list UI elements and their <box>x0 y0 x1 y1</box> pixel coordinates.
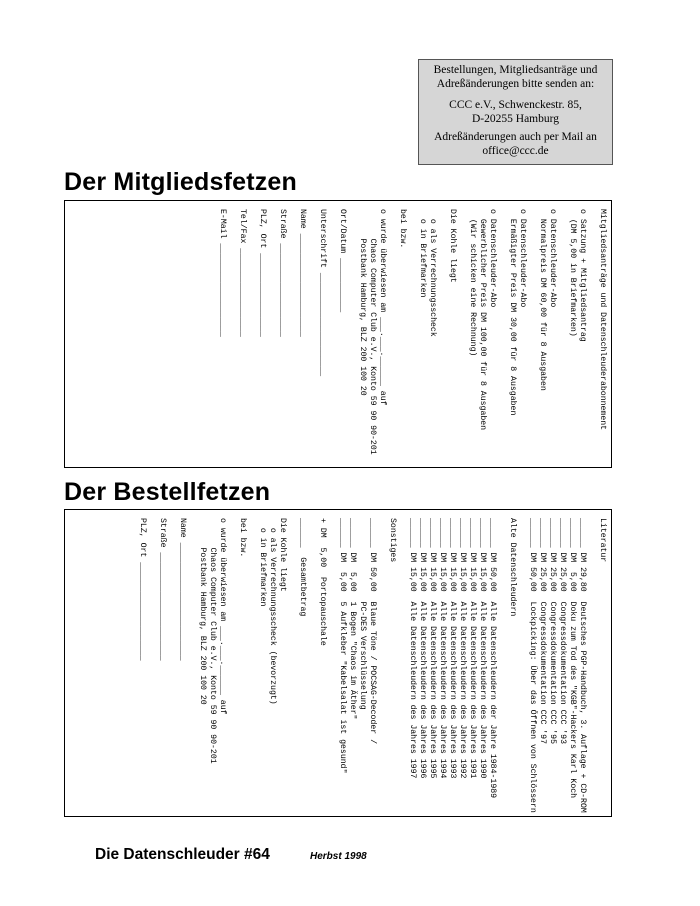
section-title-mitglied: Der Mitgliedsfetzen <box>64 168 297 196</box>
form-line: ______ DM 15,00 Alle Datenschleudern des Jahres 1991 <box>468 518 477 779</box>
form-line <box>587 209 597 463</box>
form-line <box>497 209 507 463</box>
form-line <box>327 209 337 463</box>
form-line: o als Verrechnungsscheck (bevorzugt) <box>268 518 277 705</box>
form-line <box>327 518 337 812</box>
form-line: Unterschrift _____________________ <box>318 209 327 377</box>
form-line <box>167 518 177 812</box>
form-line: ______ DM 25,00 Congressdokumentation CCC '93 <box>558 518 567 745</box>
form-line: ______ DM 50,00 Alle Datenschleudern der Jahre 1984-1989 <box>488 518 497 799</box>
form-line: o als Verrechnungsscheck <box>428 209 437 337</box>
form-line: o in Briefmarken <box>418 209 427 298</box>
form-line: Ort/Datum ___________ <box>338 209 347 313</box>
form-line <box>147 518 157 812</box>
address-line: Bestellungen, Mitgliedsanträge und <box>433 64 598 76</box>
form-line: o Datenschleuder-Abo <box>518 209 527 308</box>
form-line <box>497 518 507 812</box>
form-line: ______ DM 25,00 Congressdokumentation CCC '95 <box>548 518 557 745</box>
form-line <box>267 209 277 463</box>
form-line: ______ DM 15,00 Alle Datenschleudern des Jahres 1992 <box>458 518 467 779</box>
form-line <box>457 209 467 463</box>
address-line: office@ccc.de <box>482 144 549 157</box>
address-line: CCC e.V., Schwenckestr. 85, <box>449 99 582 111</box>
address-line: D-20255 Hamburg <box>472 112 559 125</box>
form-line: Tel/Fax __________________ <box>238 209 247 337</box>
form-line: Normalpreis DM 60,00 für 8 Ausgaben <box>538 209 547 391</box>
form-line: Gewerblicher Preis DM 100,00 für 8 Ausgaben <box>478 209 487 431</box>
form-line <box>227 518 237 812</box>
form-line: Die Kohle liegt <box>448 209 457 283</box>
form-line: ______ DM 5,00 1 Bogen "Chaos im Äther" <box>348 518 357 720</box>
form-line: ______ DM 15,00 Alle Datenschleudern des Jahres 1993 <box>448 518 457 779</box>
form-line <box>307 209 317 463</box>
form-line: PLZ, Ort ____________________ <box>138 518 147 661</box>
form-line: bei bzw. <box>398 209 407 249</box>
form-line: ______ DM 5,00 Doku zum Tod des "KGB"-Hackers Karl Koch <box>568 518 577 799</box>
issue-date: Herbst 1998 <box>310 851 367 862</box>
form-line <box>527 209 537 463</box>
form-line <box>407 209 417 463</box>
bestell-form-text <box>137 518 607 812</box>
form-line: o in Briefmarken <box>258 518 267 607</box>
bestell-form <box>64 509 612 817</box>
form-line: (DM 5,00 in Briefmarken) <box>568 209 577 337</box>
address-line: Adreßänderungen auch per Mail an <box>434 131 597 143</box>
form-line: o wurde überwiesen am ___.___.______ auf <box>378 209 387 406</box>
form-line: Chaos Computer Club e.V., Konto 59 90 90-201 <box>208 518 217 764</box>
form-line <box>247 518 257 812</box>
form-line <box>377 518 387 812</box>
form-line: ______ DM 15,00 Alle Datenschleudern des Jahres 1997 <box>408 518 417 779</box>
form-line <box>517 518 527 812</box>
form-line: ______ DM 29,80 Deutsches PGP-Handbuch, 3. Auflage + CD-ROM <box>578 518 587 813</box>
mitglied-form-text <box>217 209 607 463</box>
form-line: PC-DES Verschlüsselung <box>358 518 367 710</box>
form-line <box>557 209 567 463</box>
form-line: ______ DM 15,00 Alle Datenschleudern des Jahres 1995 <box>428 518 437 779</box>
form-line: + DM 5,00 Portopauschale <box>318 518 327 646</box>
address-box <box>418 59 613 165</box>
form-line <box>247 209 257 463</box>
form-line: Straße ______________________ <box>158 518 167 661</box>
form-line: o Datenschleuder-Abo <box>548 209 557 308</box>
form-line: Postbank Hamburg, BLZ 200 100 20 <box>198 518 207 705</box>
form-line <box>307 518 317 812</box>
issue-title: Die Datenschleuder #64 <box>95 846 270 863</box>
form-line: o Datenschleuder-Abo <box>488 209 497 308</box>
form-line <box>587 518 597 812</box>
form-line: (Wir schicken eine Rechnung) <box>468 209 477 357</box>
form-line <box>287 209 297 463</box>
form-line: Ermäßigter Preis DM 30,00 für 8 Ausgaben <box>508 209 517 416</box>
form-line <box>397 518 407 812</box>
form-line: o Satzung + Mitgliedsantrag <box>578 209 587 342</box>
form-line: E-Mail ___________________ <box>218 209 227 337</box>
form-line: ______ DM 15,00 Alle Datenschleudern des Jahres 1996 <box>418 518 427 779</box>
form-line: Literatur <box>598 518 607 563</box>
form-line: Name _____________________ <box>298 209 307 337</box>
form-line: Sonstiges <box>388 518 397 563</box>
form-line: Mitgliedsanträge und Datenschleuderabonnement <box>598 209 607 431</box>
form-line: Alte Datenschleudern <box>508 518 517 617</box>
form-line: ______ DM 50,00 Lockpicking: Über das Öffnen von Schlössern <box>528 518 537 813</box>
form-line: ______ DM 15,00 Alle Datenschleudern des Jahres 1994 <box>438 518 447 779</box>
form-line: ______ DM 25,00 Congressdokumentation CCC '97 <box>538 518 547 745</box>
form-line: bei bzw. <box>238 518 247 558</box>
form-line: Postbank Hamburg, BLZ 200 100 20 <box>358 209 367 396</box>
form-line: Straße ___________________ <box>278 209 287 337</box>
form-line: Die Kohle liegt <box>278 518 287 592</box>
form-line <box>437 209 447 463</box>
form-line <box>187 518 197 812</box>
form-line: PLZ, Ort _________________ <box>258 209 267 337</box>
form-line: ______ DM 5,00 5 Aufkleber "Kabelsalat ist gesund" <box>338 518 347 774</box>
form-line <box>387 209 397 463</box>
form-line <box>347 209 357 463</box>
section-title-bestell: Der Bestellfetzen <box>64 478 271 506</box>
form-line: o wurde überwiesen am ___.___.______ auf <box>218 518 227 715</box>
form-line <box>287 518 297 812</box>
form-line: Chaos Computer Club e.V., Konto 59 90 90-201 <box>368 209 377 455</box>
form-line: ______ Gesamtbetrag <box>298 518 307 617</box>
form-line <box>227 209 237 463</box>
form-line: Name ________________________ <box>178 518 187 661</box>
form-line: ______ DM 15,00 Alle Datenschleudern des Jahres 1990 <box>478 518 487 779</box>
mitglied-form <box>64 200 612 468</box>
form-line: ______ DM 50,00 Blaue Töne / POCSAG-Decoder / <box>368 518 377 745</box>
address-line: Adreßänderungen bitte senden an: <box>436 77 595 90</box>
